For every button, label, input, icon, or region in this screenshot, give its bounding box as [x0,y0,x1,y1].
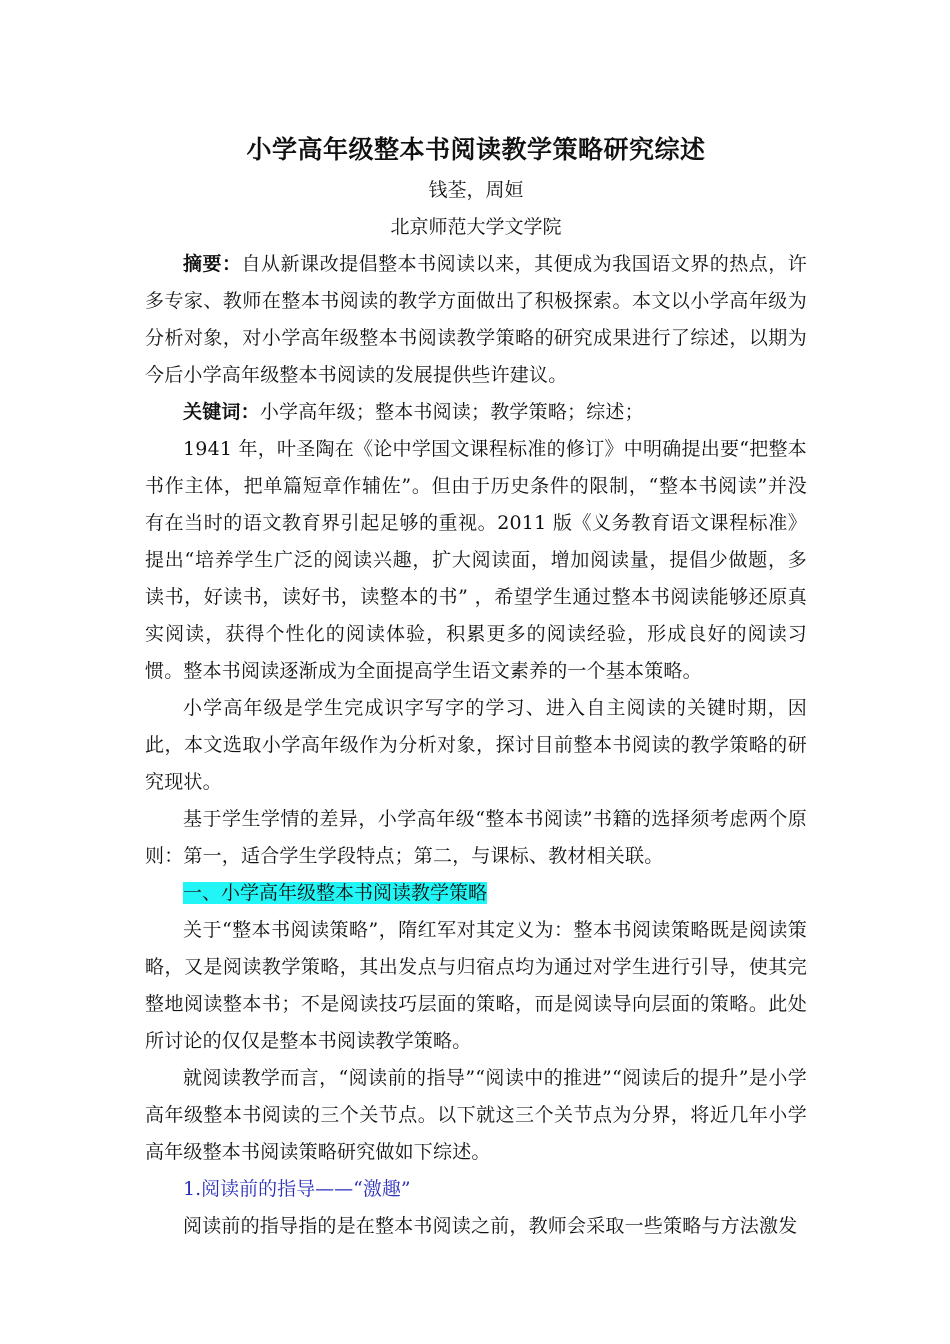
body-paragraph-5: 就阅读教学而言，“阅读前的指导”“阅读中的推进”“阅读后的提升”是小学高年级整本书阅读的三个关节点。以下就这三个关节点为分界，将近几年小学高年级整本书阅读策略研究做如下综述。 [145,1067,807,1163]
section-heading-1-text: 一、小学高年级整本书阅读教学策略 [183,882,488,904]
section-heading-1 [145,875,807,912]
body-paragraph-3: 基于学生学情的差异，小学高年级“整本书阅读”书籍的选择须考虑两个原则：第一，适合学生学段特点；第二，与课标、教材相关联。 [145,808,807,867]
subsection-heading-1: 1.阅读前的指导——“激趣” [183,1178,411,1200]
abstract-text: 自从新课改提倡整本书阅读以来，其便成为我国语文界的热点，许多专家、教师在整本书阅读的教学方面做出了积极探索。本文以小学高年级为分析对象，对小学高年级整本书阅读教学策略的研究成果进行了综述，以期为今后小学高年级整本书阅读的发展提供些许建议。 [145,253,807,386]
abstract-label: 摘要： [183,253,242,275]
body-paragraph-6: 阅读前的指导指的是在整本书阅读之前，教师会采取一些策略与方法激发 [183,1215,798,1237]
keywords-text: 小学高年级；整本书阅读；教学策略；综述； [259,401,644,423]
body-paragraph-1: 1941 年，叶圣陶在《论中学国文课程标准的修订》中明确提出要“把整本书作主体，把单篇短章作辅佐”。但由于历史条件的限制，“整本书阅读”并没有在当时的语文教育界引起足够的重视。2011 版《义务教育语文课程标准》提出“培养学生广泛的阅读兴趣，扩大阅读面，增加阅读量，提倡少做题，多读书，好读书，读好书，读整本的书” ，希望学生通过整本书阅读能够还原真实阅读，获得个性化的阅读体验，积累更多的阅读经验，形成良好的阅读习惯。整本书阅读逐渐成为全面提高学生语文素养的一个基本策略。 [145,438,807,682]
document-title: 小学高年级整本书阅读教学策略研究综述 [246,135,706,164]
document-page [145,128,807,1245]
body-paragraph-2: 小学高年级是学生完成识字写字的学习、进入自主阅读的关键时期，因此，本文选取小学高年级作为分析对象，探讨目前整本书阅读的教学策略的研究现状。 [145,697,807,793]
keywords-paragraph [145,394,807,431]
authors: 钱荃，周姮 [428,179,524,201]
affiliation: 北京师范大学文学院 [390,216,562,238]
keywords-label: 关键词： [183,401,260,423]
body-paragraph-4: 关于“整本书阅读策略”，隋红军对其定义为：整本书阅读策略既是阅读策略，又是阅读教学策略，其出发点与归宿点均为通过对学生进行引导，使其完整地阅读整本书；不是阅读技巧层面的策略，而是阅读导向层面的策略。此处所讨论的仅仅是整本书阅读教学策略。 [145,919,807,1052]
abstract-paragraph [145,246,807,394]
